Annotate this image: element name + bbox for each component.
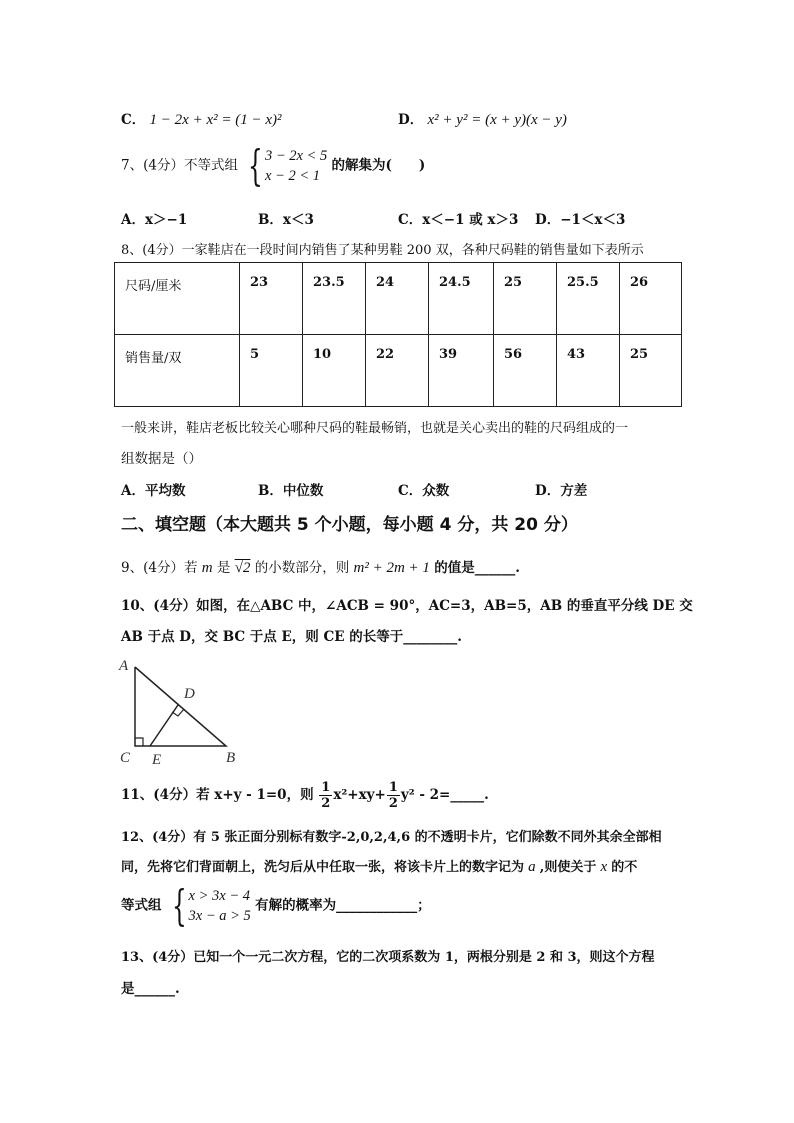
question-7 bbox=[121, 141, 426, 190]
table-cell: 尺码/厘米 bbox=[115, 263, 240, 335]
q7-option-a: A．x＞−1 bbox=[121, 212, 188, 228]
option-c bbox=[121, 108, 282, 129]
fraction-numerator: 1 bbox=[388, 780, 398, 795]
q12-line-2-part-a: 同，先将它们背面朝上，洗匀后从中任取一张，将该卡片上的数字记为 bbox=[121, 860, 525, 875]
q11-part-b: x²+xy+ bbox=[333, 787, 386, 803]
table-cell: 43 bbox=[557, 335, 620, 407]
q9-part-b: 是 bbox=[216, 560, 231, 576]
q9-variable-m: m bbox=[201, 560, 213, 576]
table-cell: 56 bbox=[494, 335, 557, 407]
table-cell: 销售量/双 bbox=[115, 335, 240, 407]
q7-inequality-1: 3 − 2x < 5 bbox=[264, 148, 328, 164]
q8-followup-line-2: 组数据是（） bbox=[121, 451, 202, 467]
section-heading-fill-in: 二、填空题（本大题共 5 个小题，每小题 4 分，共 20 分） bbox=[121, 515, 578, 535]
triangle-abc bbox=[135, 667, 226, 746]
q7-inequality-2: x − 2 < 1 bbox=[264, 168, 320, 184]
option-d bbox=[398, 108, 567, 129]
q11-fraction-1 bbox=[319, 780, 332, 811]
q9-expression: m² + 2m + 1 bbox=[353, 560, 430, 576]
table-row bbox=[115, 263, 682, 335]
q7-option-b: B．x＜3 bbox=[258, 212, 314, 228]
q9-part-a: 9、(4分）若 bbox=[121, 560, 198, 576]
q12-line-3 bbox=[121, 881, 431, 930]
q12-line-3-part-b: 有解的概率为____________； bbox=[255, 897, 431, 914]
q12-variable-x: x bbox=[600, 859, 608, 875]
table-cell: 39 bbox=[429, 335, 494, 407]
vertex-c-label: C bbox=[120, 750, 131, 766]
fraction-denominator: 2 bbox=[321, 796, 331, 811]
question-11 bbox=[121, 780, 489, 811]
q13-line-1: 13、(4分）已知一个一元二次方程，它的二次项系数为 1，两根分别是 2 和 3，则这个方程 bbox=[121, 950, 655, 965]
q10-line-2: AB 于点 D，交 BC 于点 E，则 CE 的长等于________. bbox=[121, 629, 462, 645]
table-cell: 5 bbox=[240, 335, 303, 407]
option-c-expression: 1 − 2x + x² = (1 − x)² bbox=[149, 112, 282, 128]
q12-line-1: 12、(4分）有 5 张正面分别标有数字-2,0,2,4,6 的不透明卡片，它们除数不同外其余全部相 bbox=[121, 830, 662, 845]
brace-icon: { bbox=[171, 881, 187, 930]
q8-stem: 8、(4分）一家鞋店在一段时间内销售了某种男鞋 200 双，各种尺码鞋的销售量如下表所示 bbox=[121, 243, 644, 258]
table-cell: 24.5 bbox=[429, 263, 494, 335]
table-cell: 25 bbox=[494, 263, 557, 335]
option-d-label: D． bbox=[398, 112, 424, 128]
q11-fraction-2 bbox=[387, 780, 400, 811]
option-d-expression: x² + y² = (x + y)(x − y) bbox=[427, 112, 567, 128]
q9-part-d: 的值是______. bbox=[434, 560, 520, 576]
q12-line-2-part-b: ,则使关于 bbox=[539, 860, 597, 875]
table-cell: 25 bbox=[620, 335, 682, 407]
q11-part-a: 11、(4分）若 x+y - 1=0，则 bbox=[121, 787, 314, 803]
segment-de bbox=[150, 705, 178, 746]
q12-variable-a: a bbox=[528, 859, 536, 875]
q11-part-c: y² - 2=_____. bbox=[400, 787, 489, 803]
table-cell: 25.5 bbox=[557, 263, 620, 335]
table-cell: 24 bbox=[366, 263, 429, 335]
q12-inequality-system bbox=[166, 881, 251, 930]
q12-line-2 bbox=[121, 856, 637, 876]
q12-inequality-1: x > 3x − 4 bbox=[188, 888, 250, 904]
option-c-label: C． bbox=[121, 112, 146, 128]
q12-line-2-part-c: 的不 bbox=[611, 860, 638, 875]
q10-line-1: 10、(4分）如图，在△ABC 中，∠ACB = 90°，AC=3，AB=5，AB 的垂直平分线 DE 交 bbox=[121, 598, 693, 614]
q7-inequality-system bbox=[242, 141, 328, 190]
table-cell: 23 bbox=[240, 263, 303, 335]
point-d-label: D bbox=[184, 686, 195, 702]
table-cell: 26 bbox=[620, 263, 682, 335]
brace-icon: { bbox=[248, 141, 263, 190]
fraction-denominator: 2 bbox=[388, 796, 398, 811]
q7-option-d: D．−1＜x＜3 bbox=[535, 212, 626, 228]
q7-prefix: 7、(4分）不等式组 bbox=[121, 157, 238, 174]
table-cell: 23.5 bbox=[303, 263, 366, 335]
fraction-numerator: 1 bbox=[321, 780, 331, 795]
vertex-a-label: A bbox=[119, 658, 129, 674]
q7-option-c: C．x＜−1 或 x＞3 bbox=[398, 212, 519, 228]
table-cell: 10 bbox=[303, 335, 366, 407]
q8-option-b: B．中位数 bbox=[258, 483, 324, 499]
triangle-figure bbox=[112, 650, 247, 770]
q8-option-a: A．平均数 bbox=[121, 483, 186, 499]
point-e-label: E bbox=[152, 752, 162, 768]
right-angle-c-icon bbox=[135, 738, 143, 746]
q7-suffix: 的解集为( ) bbox=[331, 157, 426, 174]
q8-followup-line-1: 一般来讲，鞋店老板比较关心哪种尺码的鞋最畅销，也就是关心卖出的鞋的尺码组成的一 bbox=[121, 421, 629, 436]
q9-sqrt: √2 bbox=[234, 560, 251, 576]
q13-line-2: 是______. bbox=[121, 981, 180, 997]
q12-inequality-2: 3x − a > 5 bbox=[188, 908, 251, 924]
question-9 bbox=[121, 556, 520, 577]
q8-option-c: C．众数 bbox=[398, 483, 450, 499]
table-row bbox=[115, 335, 682, 407]
shoe-size-table bbox=[114, 262, 682, 407]
table-cell: 22 bbox=[366, 335, 429, 407]
q12-line-3-part-a: 等式组 bbox=[121, 897, 162, 914]
vertex-b-label: B bbox=[226, 750, 236, 766]
q8-option-d: D．方差 bbox=[535, 483, 588, 499]
q9-part-c: 的小数部分，则 bbox=[254, 560, 350, 576]
